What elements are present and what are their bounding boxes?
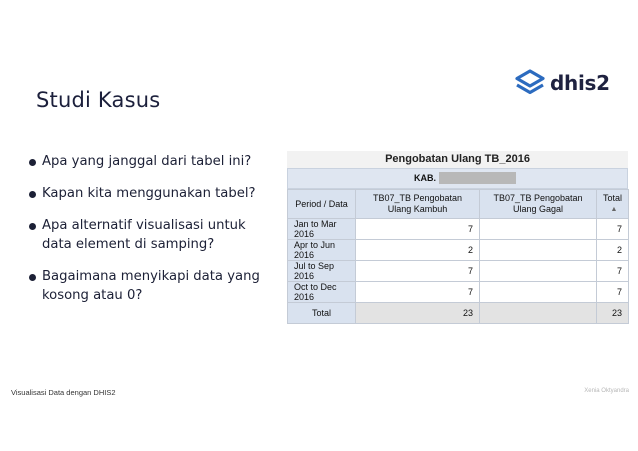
table-row xyxy=(288,219,629,240)
table-cell: 2 xyxy=(356,240,480,261)
total-row xyxy=(288,303,629,324)
pivot-filter-row xyxy=(287,168,628,189)
column-header-period[interactable]: Period / Data xyxy=(288,190,356,219)
table-row xyxy=(288,282,629,303)
table-cell xyxy=(480,219,597,240)
table-cell: 7 xyxy=(597,261,629,282)
total-row-label: Total xyxy=(288,303,356,324)
logo-text: dhis2 xyxy=(550,71,610,95)
table-cell xyxy=(480,261,597,282)
logo xyxy=(514,68,610,98)
row-header: Jul to Sep 2016 xyxy=(288,261,356,282)
footer-left: Visualisasi Data dengan DHIS2 xyxy=(11,388,116,397)
table-cell: 7 xyxy=(597,219,629,240)
row-header: Apr to Jun 2016 xyxy=(288,240,356,261)
bullet-item xyxy=(29,216,269,254)
pivot-grid xyxy=(287,189,629,324)
table-cell: 23 xyxy=(356,303,480,324)
pivot-table xyxy=(287,151,628,324)
table-cell: 7 xyxy=(356,282,480,303)
bullet-item xyxy=(29,267,269,305)
column-header-total[interactable]: Total▲ xyxy=(597,190,629,219)
table-row xyxy=(288,240,629,261)
slide-title: Studi Kasus xyxy=(36,88,161,112)
bullet-item xyxy=(29,152,269,171)
bullet-dot-icon xyxy=(29,223,36,230)
bullet-text: Kapan kita menggunakan tabel? xyxy=(42,186,256,201)
bullet-dot-icon xyxy=(29,274,36,281)
table-cell: 7 xyxy=(597,282,629,303)
bullet-text: Apa alternatif visualisasi untuk data element di samping? xyxy=(42,218,246,252)
column-header-gagal[interactable]: TB07_TB Pengobatan Ulang Gagal xyxy=(480,190,597,219)
table-cell xyxy=(480,240,597,261)
row-header: Oct to Dec 2016 xyxy=(288,282,356,303)
bullet-dot-icon xyxy=(29,159,36,166)
bullet-item xyxy=(29,184,269,203)
row-header: Jan to Mar 2016 xyxy=(288,219,356,240)
table-cell: 7 xyxy=(356,261,480,282)
table-cell xyxy=(480,303,597,324)
pivot-title: Pengobatan Ulang TB_2016 xyxy=(287,151,628,168)
dhis2-logo-icon xyxy=(514,68,546,98)
table-cell: 2 xyxy=(597,240,629,261)
footer-right: Xenia Oktyandra xyxy=(584,388,629,394)
bullet-text: Apa yang janggal dari tabel ini? xyxy=(42,154,252,169)
column-header-kambuh[interactable]: TB07_TB Pengobatan Ulang Kambuh xyxy=(356,190,480,219)
redacted-block xyxy=(439,172,516,184)
bullet-list xyxy=(29,152,269,318)
sort-icon[interactable]: ▲ xyxy=(610,206,618,214)
table-cell: 23 xyxy=(597,303,629,324)
table-cell xyxy=(480,282,597,303)
bullet-text: Bagaimana menyikapi data yang kosong atau 0? xyxy=(42,269,260,303)
bullet-dot-icon xyxy=(29,191,36,198)
pivot-filter-label: KAB. xyxy=(414,173,436,183)
table-row xyxy=(288,261,629,282)
table-cell: 7 xyxy=(356,219,480,240)
